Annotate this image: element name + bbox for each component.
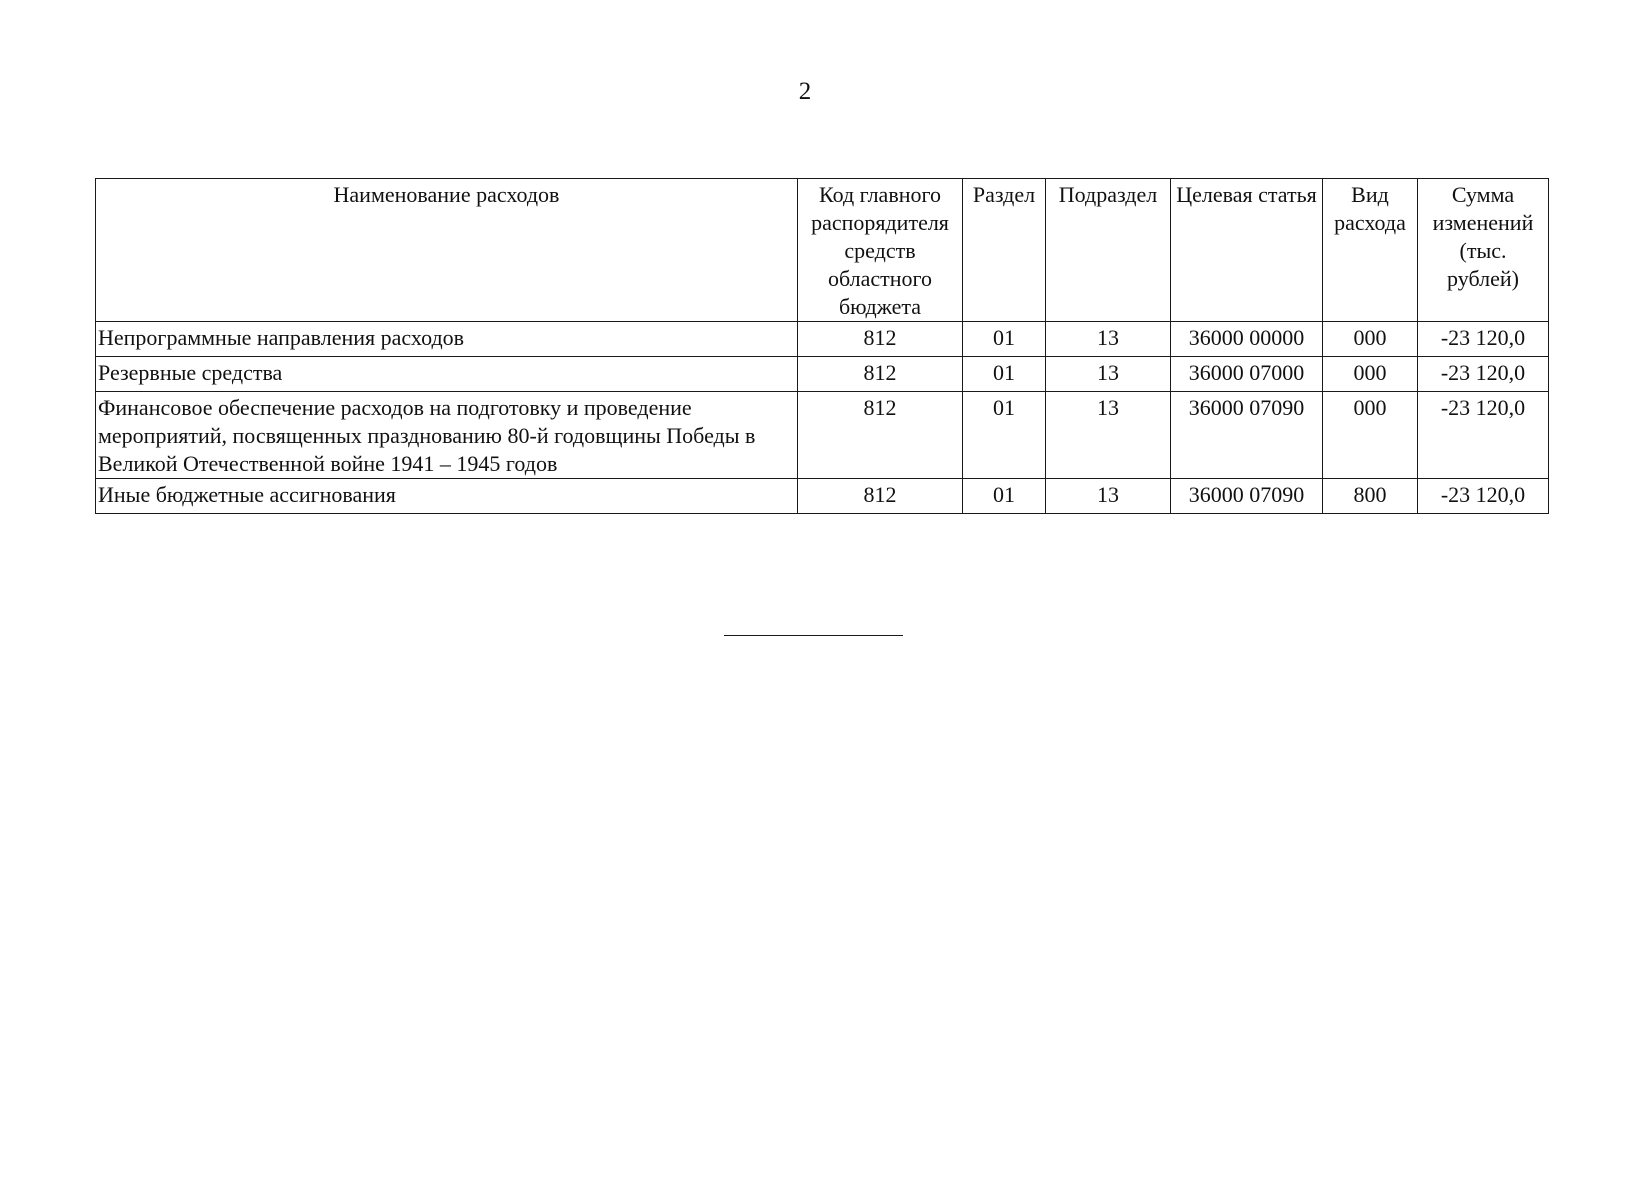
row-sum: -23 120,0 bbox=[1418, 322, 1549, 357]
row-name: Финансовое обеспечение расходов на подготовку и проведение мероприятий, посвященных празднованию 80-й годовщины Победы в Великой Отечественной войне 1941 – 1945 годов bbox=[96, 392, 798, 479]
row-sum: -23 120,0 bbox=[1418, 479, 1549, 514]
row-name: Резервные средства bbox=[96, 357, 798, 392]
header-sum: Сумма изменений (тыс. рублей) bbox=[1418, 179, 1549, 322]
row-name: Иные бюджетные ассигнования bbox=[96, 479, 798, 514]
row-subsection: 13 bbox=[1046, 357, 1171, 392]
table-row bbox=[96, 479, 1549, 514]
row-section: 01 bbox=[963, 322, 1046, 357]
row-subsection: 13 bbox=[1046, 322, 1171, 357]
header-code: Код главного распорядителя средств областного бюджета bbox=[798, 179, 963, 322]
header-target: Целевая статья bbox=[1171, 179, 1323, 322]
end-separator-line bbox=[724, 635, 903, 636]
row-subsection: 13 bbox=[1046, 479, 1171, 514]
row-sum: -23 120,0 bbox=[1418, 357, 1549, 392]
row-sum: -23 120,0 bbox=[1418, 392, 1549, 479]
row-subsection: 13 bbox=[1046, 392, 1171, 479]
row-target: 36000 07090 bbox=[1171, 479, 1323, 514]
header-section: Раздел bbox=[963, 179, 1046, 322]
header-subsection: Подраздел bbox=[1046, 179, 1171, 322]
row-target: 36000 00000 bbox=[1171, 322, 1323, 357]
row-code: 812 bbox=[798, 322, 963, 357]
row-type: 800 bbox=[1323, 479, 1418, 514]
row-type: 000 bbox=[1323, 357, 1418, 392]
row-section: 01 bbox=[963, 392, 1046, 479]
table-row bbox=[96, 322, 1549, 357]
row-code: 812 bbox=[798, 357, 963, 392]
table-header-row bbox=[96, 179, 1549, 322]
row-type: 000 bbox=[1323, 322, 1418, 357]
row-section: 01 bbox=[963, 357, 1046, 392]
row-code: 812 bbox=[798, 392, 963, 479]
table-row bbox=[96, 357, 1549, 392]
header-name: Наименование расходов bbox=[96, 179, 798, 322]
header-type: Вид расхода bbox=[1323, 179, 1418, 322]
table-row bbox=[96, 392, 1549, 479]
budget-table bbox=[95, 178, 1549, 514]
row-target: 36000 07000 bbox=[1171, 357, 1323, 392]
row-type: 000 bbox=[1323, 392, 1418, 479]
page-number: 2 bbox=[798, 78, 812, 105]
row-section: 01 bbox=[963, 479, 1046, 514]
row-name: Непрограммные направления расходов bbox=[96, 322, 798, 357]
row-target: 36000 07090 bbox=[1171, 392, 1323, 479]
row-code: 812 bbox=[798, 479, 963, 514]
